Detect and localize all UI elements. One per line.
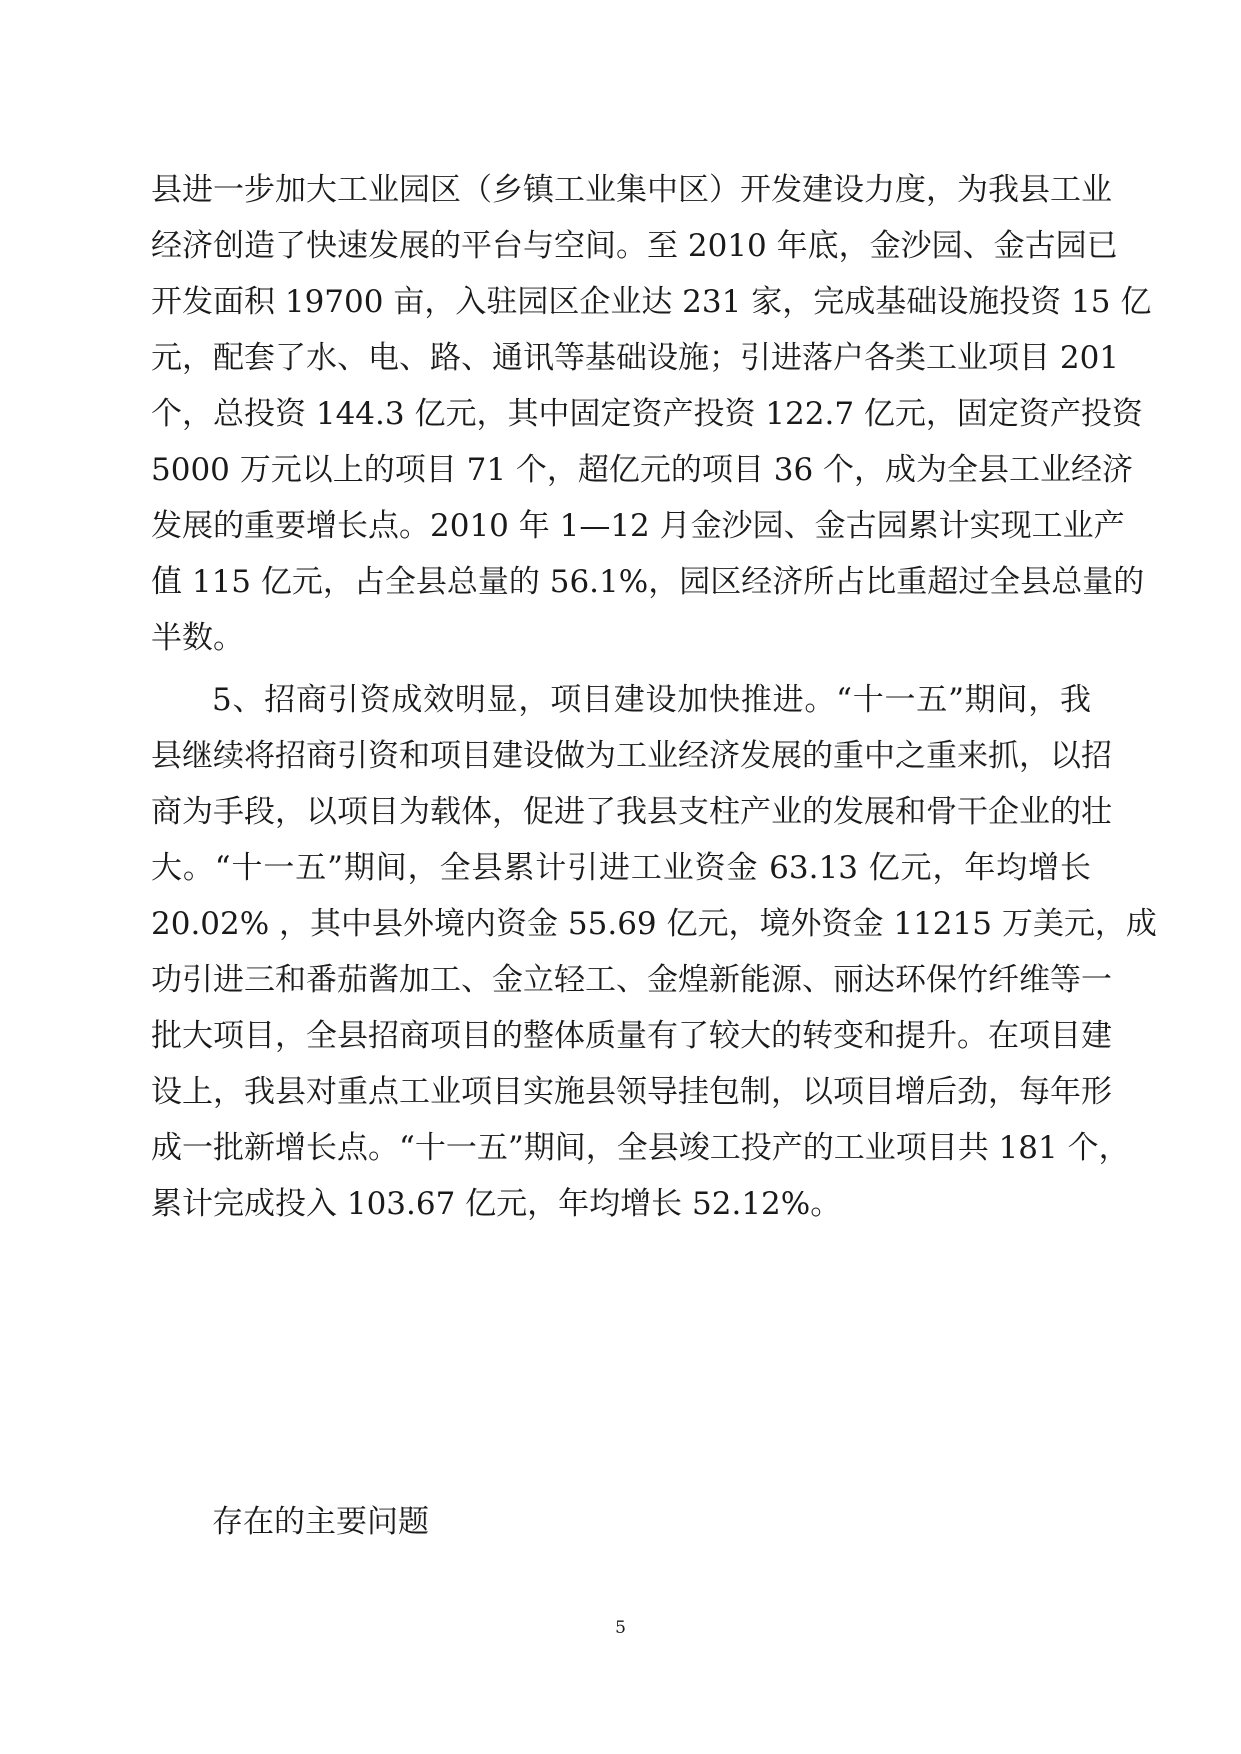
- text-line: 个，总投资 144.3 亿元，其中固定资产投资 122.7 亿元，固定资产投资: [151, 396, 1143, 432]
- section-heading: 存在的主要问题: [212, 1504, 429, 1540]
- text-line: 5、招商引资成效明显，项目建设加快推进。“十一五”期间，我: [212, 682, 1091, 718]
- text-line: 县进一步加大工业园区（乡镇工业集中区）开发建设力度，为我县工业: [151, 172, 1112, 208]
- text-line: 成一批新增长点。“十一五”期间，全县竣工投产的工业项目共 181 个，: [151, 1130, 1130, 1166]
- text-line: 经济创造了快速发展的平台与空间。至 2010 年底，金沙园、金古园已: [151, 228, 1118, 264]
- text-line: 设上，我县对重点工业项目实施县领导挂包制，以项目增后劲，每年形: [151, 1074, 1112, 1110]
- text-line: 累计完成投入 103.67 亿元，年均增长 52.12%。: [151, 1186, 842, 1222]
- text-line: 开发面积 19700 亩，入驻园区企业达 231 家，完成基础设施投资 15 亿: [151, 284, 1152, 320]
- text-line: 半数。: [151, 620, 244, 656]
- text-line: 功引进三和番茄酱加工、金立轻工、金煌新能源、丽达环保竹纤维等一: [151, 962, 1112, 998]
- text-line: 元，配套了水、电、路、通讯等基础设施；引进落户各类工业项目 201: [151, 340, 1120, 376]
- page-number: 5: [615, 1618, 626, 1638]
- text-line: 5000 万元以上的项目 71 个，超亿元的项目 36 个，成为全县工业经济: [151, 452, 1134, 488]
- text-line: 大。“十一五”期间，全县累计引进工业资金 63.13 亿元，年均增长: [151, 850, 1091, 886]
- text-line: 商为手段，以项目为载体，促进了我县支柱产业的发展和骨干企业的壮: [151, 794, 1112, 830]
- text-line: 县继续将招商引资和项目建设做为工业经济发展的重中之重来抓，以招: [151, 738, 1112, 774]
- text-line: 发展的重要增长点。2010 年 1—12 月金沙园、金古园累计实现工业产: [151, 508, 1125, 544]
- text-line: 值 115 亿元，占全县总量的 56.1%，园区经济所占比重超过全县总量的: [151, 564, 1145, 600]
- text-line: 批大项目，全县招商项目的整体质量有了较大的转变和提升。在项目建: [151, 1018, 1112, 1054]
- text-line: 20.02% ，其中县外境内资金 55.69 亿元，境外资金 11215 万美元，成: [151, 906, 1157, 942]
